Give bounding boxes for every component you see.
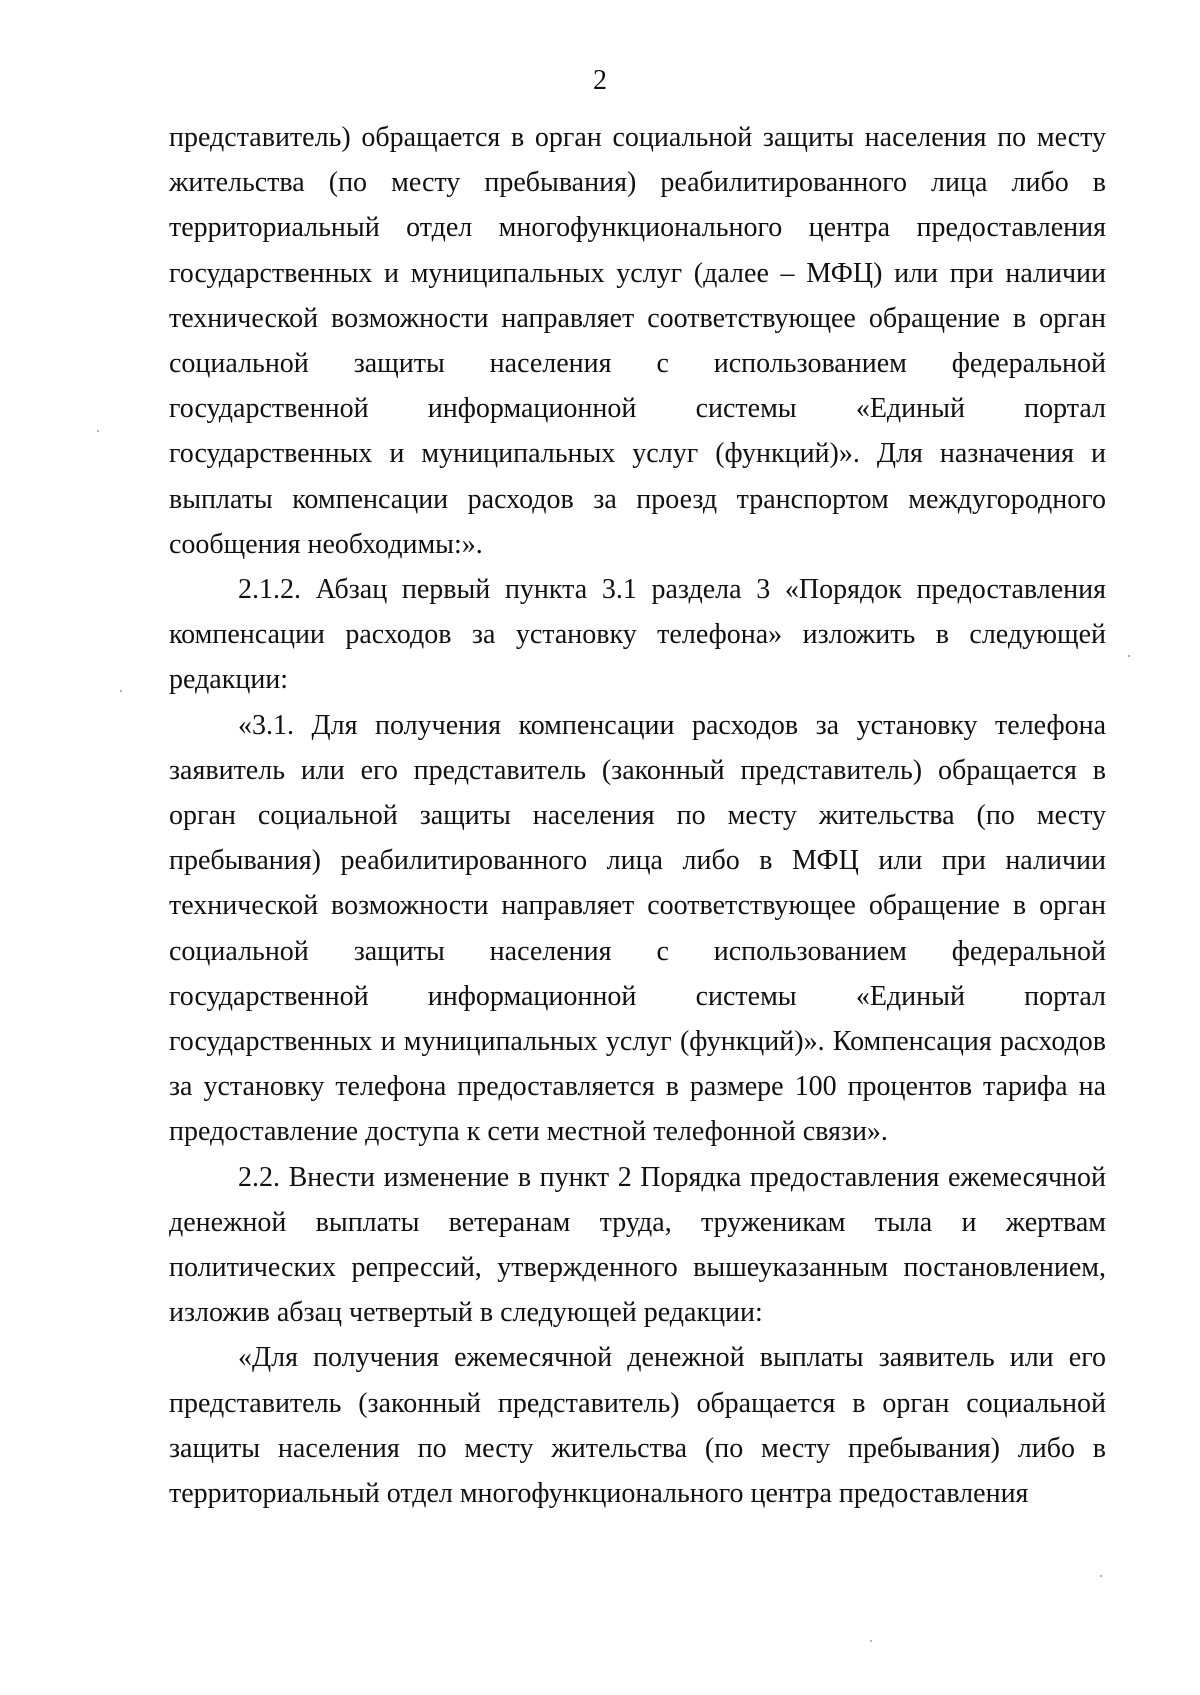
scan-speck xyxy=(1128,655,1130,657)
paragraph-continuation: представитель) обращается в орган социальной защиты населения по месту жительства (по месту пребывания) реабилитированного лица либо в территориальный отдел многофункционального центра предоставления государственных и муниципальных услуг (далее – МФЦ) или при наличии технической возможности направляет соответствующее обращение в орган социальной защиты населения с использованием федеральной государственной информационной системы «Единый портал государственных и муниципальных услуг (функций)». Для назначения и выплаты компенсации расходов за проезд транспортом междугородного сообщения необходимы:». xyxy=(169,122,1106,560)
paragraph-2-1-2: 2.1.2. Абзац первый пункта 3.1 раздела 3 «Порядок предоставления компенсации расходов за установку телефона» изложить в следующей редакции: xyxy=(169,574,1106,696)
paragraph-monthly-payment-quote: «Для получения ежемесячной денежной выплаты заявитель или его представитель (законный представитель) обращается в орган социальной защиты населения по месту жительства (по месту пребывания) либо в территориальный отдел многофункционального центра предоставления xyxy=(169,1342,1106,1510)
page-number: 2 xyxy=(593,65,607,96)
scan-speck xyxy=(97,430,99,432)
paragraph-2-2: 2.2. Внести изменение в пункт 2 Порядка предоставления ежемесячной денежной выплаты ветеранам труда, труженикам тыла и жертвам политических репрессий, утвержденного вышеуказанным постановлением, изложив абзац четвертый в следующей редакции: xyxy=(169,1161,1106,1329)
scan-speck xyxy=(870,1640,872,1642)
paragraph-3-1-quote: «3.1. Для получения компенсации расходов за установку телефона заявитель или его представитель (законный представитель) обращается в орган социальной защиты населения по месту жительства (по месту пребывания) реабилитированного лица либо в МФЦ или при наличии технической возможности направляет соответствующее обращение в орган социальной защиты населения с использованием федеральной государственной информационной системы «Единый портал государственных и муниципальных услуг (функций)». Компенсация расходов за установку телефона предоставляется в размере 100 процентов тарифа на предоставление доступа к сети местной телефонной связи». xyxy=(169,709,1106,1148)
scan-speck xyxy=(120,690,122,692)
document-body xyxy=(169,115,1106,1516)
scan-speck xyxy=(1100,1575,1102,1577)
